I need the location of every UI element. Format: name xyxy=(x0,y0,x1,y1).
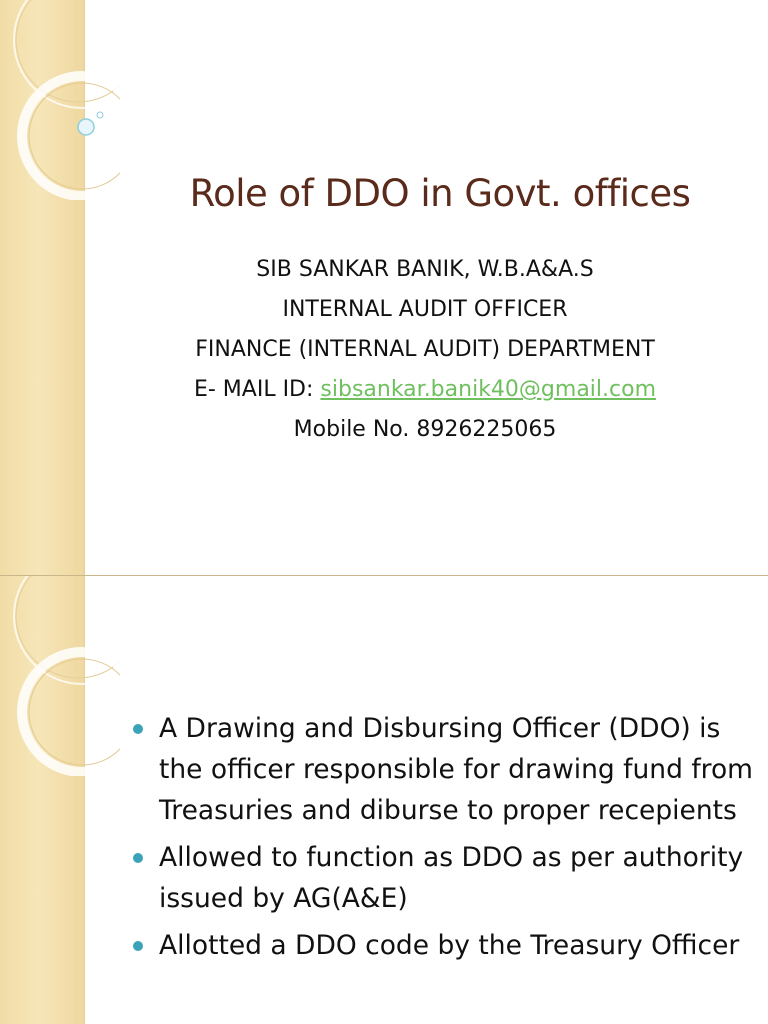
bullet-text: Allotted a DDO code by the Treasury Officer xyxy=(159,930,740,961)
email-line xyxy=(110,370,740,410)
author-department: FINANCE (INTERNAL AUDIT) DEPARTMENT xyxy=(195,337,655,362)
email-label: E- MAIL ID: xyxy=(193,377,321,402)
bullet-dot-icon xyxy=(133,941,143,951)
slide-title: Role of DDO in Govt. offices xyxy=(189,172,691,215)
mobile-number: Mobile No. 8926225065 xyxy=(293,417,557,442)
bullet-text: Allowed to function as DDO as per authority issued by AG(A&E) xyxy=(159,842,744,914)
bullet-dot-icon xyxy=(133,853,143,863)
list-item xyxy=(133,837,753,919)
list-item xyxy=(133,708,753,831)
decorative-circles xyxy=(0,0,120,200)
list-item xyxy=(133,925,753,966)
content-slide xyxy=(0,576,768,1024)
bullet-text: A Drawing and Disbursing Officer (DDO) is the officer responsible for drawing fund from Treasuries and diburse to proper recepients xyxy=(159,713,753,826)
author-name: SIB SANKAR BANIK, W.B.A&A.S xyxy=(256,257,594,282)
author-info xyxy=(110,250,740,450)
email-link[interactable]: sibsankar.banik40@gmail.com xyxy=(320,377,657,402)
bullet-dot-icon xyxy=(133,724,143,734)
author-designation: INTERNAL AUDIT OFFICER xyxy=(282,297,568,322)
decorative-circles xyxy=(0,576,120,776)
bullet-list xyxy=(133,708,753,972)
